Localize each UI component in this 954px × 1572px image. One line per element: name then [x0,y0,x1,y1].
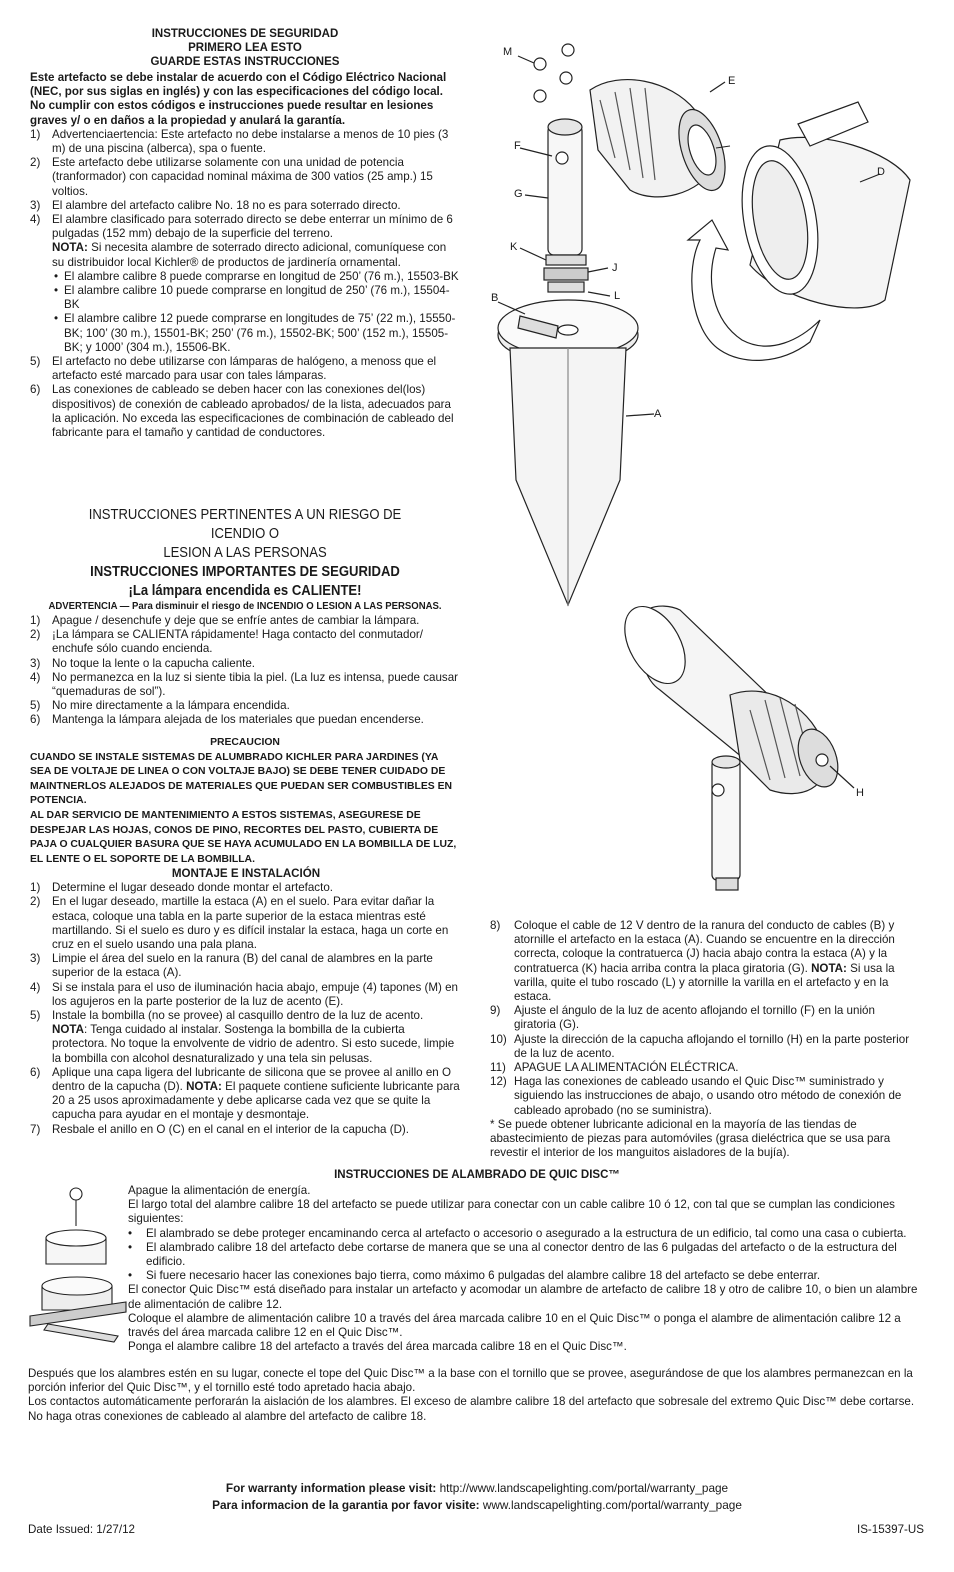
safety-nota: NOTA: Si necesita alambre de soterrado directo adicional, comuníquese con su distribuidor local Kichler® de productos de jardinería ornamental. [52,241,447,269]
montaje-footnote: * Se puede obtener lubricante adicional en la mayoría de las tiendas de abastecimiento de piezas para automóviles (grasa dieléctrica que se usa para revestir el interior de los manguitos aisladores de la bujía). [490,1117,891,1160]
montaje-section-right [490,919,918,1160]
exploded-diagram [480,30,940,630]
precaucion-p1: CUANDO SE INSTALE SISTEMAS DE ALUMBRADO KICHLER PARA JARDINES (YA SEA DE VOLTAJE DE LINEA O CON VOLTAJE BAJO) SE DEBE TENER CUIDADO DE MAINTNERLOS ALEJADOS DE MATERIALES QUE PUEDAN SER COMBUSTIBLES EN POTENCIA. [30,751,453,807]
screw-icon [70,1188,82,1200]
list-item: • El alambre calibre 8 puede comprarse en longitud de 250’ (76 m.), 15503-BK [30,270,460,284]
list-item: • El alambre calibre 10 puede comprarse en longitud de 250’ (76 m.), 15504-BK [30,284,460,312]
fire-title: INSTRUCCIONES IMPORTANTES DE SEGURIDAD [90,563,400,580]
quic-line: El largo total del alambre calibre 18 del artefacto se puede utilizar para conectar con un cable calibre 10 ó 12, con tal que se cumplan las condiciones siguientes: [128,1198,895,1226]
list-item: 6) Aplique una capa ligera del lubricante de silicona que se provee al anillo en O dentro de la capucha (D). NOTA: El paquete contiene suficiente lubricante para 20 a 25 usos aproximadamente y debe aplicarse cada vez que se quite la capucha para ayudar en el montaje y desmontaje. [30,1065,460,1122]
list-item: 5) El artefacto no debe utilizarse con lámparas de halógeno, a menoss que el artefacto esté marcado para usar con tales lámparas. [30,355,437,383]
list-item: 4) El alambre clasificado para soterrado directo se debe enterrar un mínimo de 6 pulgadas (152 mm) debajo de la superficie del terreno. [30,213,453,241]
label-m: M [503,46,513,58]
list-item: 8) Coloque el cable de 12 V dentro de la ranura del conducto de cables (B) y atornille el artefacto en la estaca (A). Cuando se encuentre en la dirección correcta, coloque la contratuerca (J) hacia abajo contra la estaca (A) y la contratuerca (K) hacia arriba contra la placa giratoria (G). NOTA: Si usa la varilla, quite el tubo roscado (L) y atornille la varilla en el artefacto y en la estaca. [490,919,895,1004]
list-item: 1) Determine el lugar deseado donde montar el artefacto. [30,881,333,895]
label-a: A [654,408,662,420]
list-item: 3) Limpie el área del suelo en la ranura (B) del canal de alambres en la parte superior de la estaca (A). [30,952,433,980]
list-item: 10) Ajuste la dirección de la capucha aflojando el tornillo (H) en la parte posterior de la luz de acento. [490,1032,910,1060]
list-item: 7) Resbale el anillo en O (C) en el canal en el interior de la capucha (D). [30,1122,410,1136]
assembled-light-diagram [600,600,880,900]
label-f: F [514,140,521,152]
label-d: D [877,166,885,178]
list-item: 4) No permanezca en la luz si siente tibia la piel. (La luz es intensa, puede causar “quemaduras de sol”). [30,670,459,699]
fire-list [30,614,460,728]
label-l: L [614,290,621,302]
label-g: G [514,188,523,200]
list-item: 4) Si se instala para el uso de iluminación hacia abajo, empuje (4) tapones (M) en los agujeros en la parte posterior de la luz de acento (E). [30,980,459,1008]
safety-intro: Este artefacto se debe instalar de acuerdo con el Código Eléctrico Nacional (NEC, por sus siglas en inglés) y con las especificaciones del código local. No cumplir con estos códigos e instrucciones puede resultar en lesiones graves y/ o en daños a la propiedad y anulará la garantía. [30,71,447,127]
quic-line: No haga otras conexiones de cableado al alambre del artefacto de calibre 18. [28,1409,427,1423]
safety-header-line: INSTRUCCIONES DE SEGURIDAD [151,28,339,40]
quic-line: Ponga el alambre calibre 18 del artefacto a través del área marcada calibre 18 en el Quic Disc™. [128,1340,627,1354]
montaje-section [30,867,462,1137]
safety-list [30,128,460,242]
quic-line: Los contactos automáticamente perforarán la aislación de los alambres. El exceso de alambre calibre 18 del artefacto que sobresale del extremo Quic Disc™ debe cortarse. [28,1395,915,1409]
safety-header-line: GUARDE ESTAS INSTRUCCIONES [150,56,340,68]
list-item: 6) Las conexiones de cableado se deben hacer con las conexiones del(los) dispositivos) de conexión de cableado aprobados/ de la lista, adecuados para la aplicación. No exceda las especificaciones de combinación de cableado del fabricante para el tamaño y cantidad de conductores. [30,383,454,440]
plug-icon [534,44,574,102]
montaje-list [30,881,462,1137]
precaucion-section [30,736,460,867]
montaje-list-right [490,919,918,1118]
document-code: IS-15397-US [856,1523,924,1536]
list-item: • El alambrado se debe proteger encaminando cerca al artefacto o accesorio o asegurado a la estructura de un edificio, tal como una casa o cubierta. [128,1227,924,1241]
precaucion-title: PRECAUCION [210,737,280,748]
list-item: 2) En el lugar deseado, martille la estaca (A) en el suelo. Para evitar dañar la estaca, coloque una tabla en la parte superior de la estaca mientras esté martillando. Si el suelo es duro y es difícil instalar la estaca, haga un corte en cruz en el suelo usando una pala plana. [30,895,449,952]
safety-list-2 [30,355,460,440]
quic-disc-diagram [28,1186,128,1344]
label-j: J [612,262,618,274]
label-h: H [856,787,864,799]
list-item: • El alambre calibre 12 puede comprarse en longitudes de 75’ (22 m.), 15550-BK; 100’ (30 m.), 15501-BK; 250’ (76 m.), 15502-BK; 500’ (152 m.), 15505-BK; y 1000’ (304 m.), 15506-BK. [30,312,460,355]
list-item: 3) No toque la lente o la capucha caliente. [30,656,256,670]
fire-title: INSTRUCCIONES PERTINENTES A UN RIESGO DE ICENDIO O [88,506,402,542]
fire-title: ¡La lámpara encendida es CALIENTE! [128,582,362,599]
quic-section [128,1184,924,1354]
precaucion-p2: AL DAR SERVICIO DE MANTENIMIENTO A ESTOS SISTEMAS, ASEGURESE DE DESPEJAR LAS HOJAS, CONOS DE PINO, RECORTES DEL PASTO, CUBIERTA DE PAJA O CUALQUIER BASURA QUE SE HAYA ACUMULADO EN LA BOMBILLA DE LUZ, EL LENTE O EL SOPORTE DE LA BOMBILLA. [30,809,457,865]
montaje-title: MONTAJE E INSTALACIÓN [171,867,321,880]
fire-title: LESION A LAS PERSONAS [163,544,327,561]
quic-section-full [28,1367,924,1424]
warranty-es-link[interactable]: www.landscapelighting.com/portal/warranty_page [482,1498,742,1512]
list-item: 6) Mantenga la lámpara alejada de los materiales que puedan encenderse. [30,713,424,727]
safety-header-line: PRIMERO LEA ESTO [188,42,302,54]
safety-body [30,71,460,440]
list-item: • El alambrado calibre 18 del artefacto debe cortarse de manera que se una al conector dentro de las 6 pulgadas del artefacto o de la estructura del edificio. [128,1241,924,1269]
screw-icon [816,754,828,766]
list-item: 1) Apague / desenchufe y deje que se enfríe antes de cambiar la lámpara. [30,614,420,627]
fire-section [30,505,460,728]
list-item: 2) Este artefacto debe utilizarse solamente con una unidad de potencia (tranformador) con capacidad nominal máxima de 300 vatios (25 amp.) 15 voltios. [30,156,433,198]
warranty-en-link[interactable]: http://www.landscapelighting.com/portal/warranty_page [439,1481,729,1495]
list-item: 11) APAGUE LA ALIMENTACIÓN ELÉCTRICA. [490,1061,739,1075]
safety-header [30,27,460,69]
label-k: K [510,241,518,253]
list-item: 5) No mire directamente a la lámpara encendida. [30,699,290,713]
quic-line: Apague la alimentación de energía. [128,1184,311,1197]
screw-icon [556,152,568,164]
warranty-en: For warranty information please visit: http://www.landscapelighting.com/portal/warranty_page [225,1481,729,1495]
warranty-es: Para informacion de la garantia por favor visite: www.landscapelighting.com/portal/warranty_page [212,1498,742,1512]
list-item: 5) Instale la bombilla (no se provee) al casquillo dentro de la luz de acento. NOTA: Tenga cuidado al instalar. Sostenga la bombilla de la cubierta protectora. No toque la envolvente de vidrio de adentro. Si esto sucede, limpie la bombilla con alcohol desnaturalizado y una tela sin pelusas. [30,1009,455,1065]
lubricant-icon [798,102,868,146]
fire-warning: ADVERTENCIA — Para disminuir el riesgo de INCENDIO O LESION A LAS PERSONAS. [48,601,442,612]
date-issued: Date Issued: 1/27/12 [28,1523,135,1536]
list-item: • Si fuere necesario hacer las conexiones bajo tierra, como máximo 6 pulgadas del alambre calibre 18 del artefacto se debe enterrar. [128,1269,924,1283]
list-item: 9) Ajuste el ángulo de la luz de acento aflojando el tornillo (F) en la unión giratoria (G). [490,1004,875,1032]
warranty-block [0,1480,954,1514]
list-item: 3) El alambre del artefacto calibre No. 18 no es para soterrado directo. [30,198,401,212]
list-item: 12) Haga las conexiones de cableado usando el Quic Disc™ suministrado y siguiendo las instrucciones de abajo, o usando otro método de conexión de cableado aprobado (no se suministra). [490,1075,902,1117]
quic-line: Coloque el alambre de alimentación calibre 10 a través del área marcada calibre 10 en el Quic Disc™ o ponga el alambre de alimentación calibre 12 a través del área marcada calibre 12 en el Quic Disc™. [128,1311,901,1340]
list-item: 2) ¡La lámpara se CALIENTA rápidamente! Haga contacto del conmutador/ enchufe sólo cuando encienda. [30,628,423,656]
label-b: B [491,292,499,304]
quic-title: INSTRUCCIONES DE ALAMBRADO DE QUIC DISC™ [334,1169,620,1181]
list-item: 1) Advertenciaertencia: Este artefacto no debe instalarse a menos de 10 pies (3 m) de una piscina (alberca), spa o fuente. [30,127,449,156]
quic-line: El conector Quic Disc™ está diseñado para instalar un artefacto y acomodar un alambre de artefacto de calibre 18 y otro de calibre 10, o bien un alambre de alimentación de calibre 12. [128,1283,918,1311]
quic-line: Después que los alambres estén en su lugar, conecte el tope del Quic Disc™ a la base con el tornillo que se provee, asegurándose de que los alambres permanezcan en la porción inferior del Quic Disc™, y el tornillo esté todo apretado hacia abajo. [28,1367,913,1395]
label-e: E [728,75,736,87]
